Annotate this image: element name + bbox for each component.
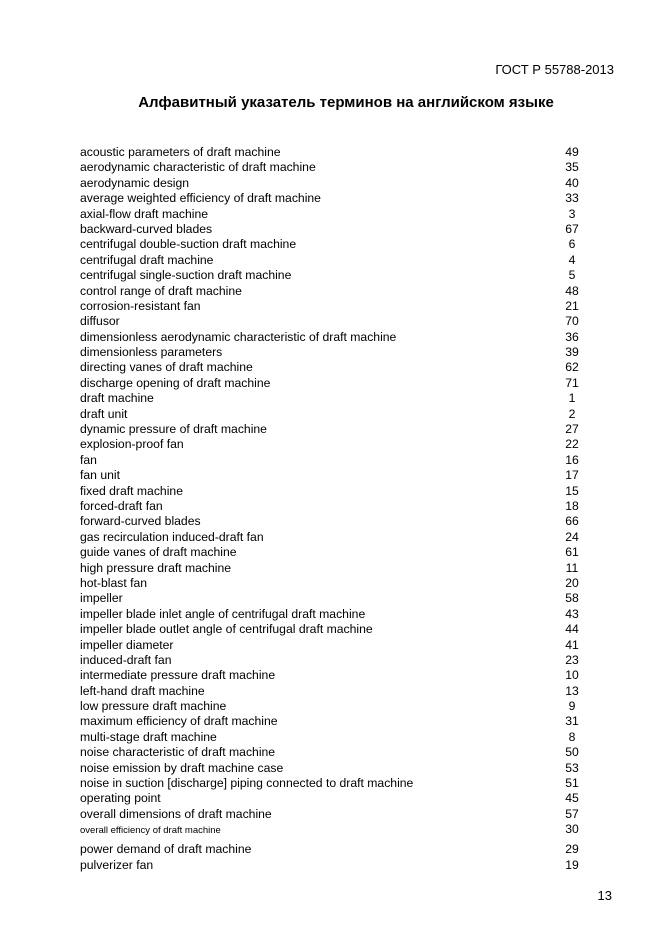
index-entry bbox=[80, 530, 590, 545]
index-entry bbox=[80, 237, 590, 252]
index-term: centrifugal single-suction draft machine bbox=[80, 268, 292, 283]
index-term: impeller blade outlet angle of centrifugal draft machine bbox=[80, 622, 373, 637]
index-entry bbox=[80, 714, 590, 729]
index-entry bbox=[80, 314, 590, 329]
index-term: fan unit bbox=[80, 468, 120, 483]
index-entry bbox=[80, 807, 590, 822]
index-term-number: 21 bbox=[565, 298, 579, 313]
index-entry bbox=[80, 391, 590, 406]
index-term: diffusor bbox=[80, 314, 120, 329]
index-term: intermediate pressure draft machine bbox=[80, 668, 276, 683]
index-entry bbox=[80, 745, 590, 760]
index-entry bbox=[80, 145, 590, 160]
index-entry bbox=[80, 191, 590, 206]
index-entry bbox=[80, 622, 590, 637]
index-term-number: 36 bbox=[565, 329, 579, 344]
standard-code: ГОСТ Р 55788-2013 bbox=[495, 62, 614, 77]
index-entry bbox=[80, 160, 590, 175]
index-term: dimensionless aerodynamic characteristic of draft machine bbox=[80, 329, 397, 344]
index-term: low pressure draft machine bbox=[80, 699, 227, 714]
index-entry bbox=[80, 514, 590, 529]
index-term-number: 70 bbox=[565, 314, 579, 329]
index-term-number: 49 bbox=[565, 145, 579, 159]
index-term: draft unit bbox=[80, 406, 128, 421]
index-entry bbox=[80, 761, 590, 776]
index-term-number: 1 bbox=[568, 391, 576, 406]
index-entry bbox=[80, 253, 590, 268]
index-term: axial-flow draft machine bbox=[80, 206, 209, 221]
index-entry bbox=[80, 484, 590, 499]
index-term: high pressure draft machine bbox=[80, 560, 232, 575]
index-entry bbox=[80, 576, 590, 591]
index-term-number: 13 bbox=[565, 683, 579, 698]
index-term: induced-draft fan bbox=[80, 652, 172, 667]
index-entry bbox=[80, 376, 590, 391]
index-term: fixed draft machine bbox=[80, 483, 183, 498]
index-entry bbox=[80, 822, 590, 842]
index-term-number: 29 bbox=[565, 842, 579, 857]
index-term-number: 62 bbox=[565, 360, 579, 375]
index-entry bbox=[80, 284, 590, 299]
index-term: draft machine bbox=[80, 391, 154, 406]
index-term-number: 19 bbox=[565, 857, 579, 872]
index-entry bbox=[80, 453, 590, 468]
index-entry bbox=[80, 791, 590, 806]
index-entry bbox=[80, 345, 590, 360]
index-term: left-hand draft machine bbox=[80, 683, 205, 698]
index-term: explosion-proof fan bbox=[80, 437, 184, 452]
index-term: control range of draft machine bbox=[80, 283, 242, 298]
index-term: corrosion-resistant fan bbox=[80, 298, 201, 313]
index-term: impeller diameter bbox=[80, 637, 174, 652]
index-entry bbox=[80, 730, 590, 745]
index-term: operating point bbox=[80, 791, 161, 806]
index-term: aerodynamic design bbox=[80, 175, 190, 190]
index-term: fan bbox=[80, 452, 97, 467]
index-entry bbox=[80, 437, 590, 452]
index-entry bbox=[80, 407, 590, 422]
index-entry bbox=[80, 858, 590, 873]
index-term-number: 18 bbox=[565, 498, 579, 513]
index-term: pulverizer fan bbox=[80, 857, 154, 872]
index-entry bbox=[80, 207, 590, 222]
index-entry bbox=[80, 222, 590, 237]
index-entry bbox=[80, 268, 590, 283]
index-term-number: 44 bbox=[565, 622, 579, 637]
index-term-number: 58 bbox=[565, 591, 579, 606]
index-entry bbox=[80, 561, 590, 576]
index-term-number: 43 bbox=[565, 606, 579, 621]
index-term-number: 17 bbox=[565, 468, 579, 483]
index-term: guide vanes of draft machine bbox=[80, 545, 237, 560]
index-term-number: 67 bbox=[565, 221, 579, 236]
index-term: power demand of draft machine bbox=[80, 842, 252, 857]
index-term-number: 39 bbox=[565, 345, 579, 360]
index-term-number: 15 bbox=[565, 483, 579, 498]
index-term-number: 8 bbox=[568, 729, 576, 744]
index-term-number: 20 bbox=[565, 575, 579, 590]
index-term-number: 66 bbox=[565, 514, 579, 529]
index-term: hot-blast fan bbox=[80, 575, 148, 590]
index-term-number: 57 bbox=[565, 806, 579, 821]
index-term-number: 53 bbox=[565, 760, 579, 775]
index-term: acoustic parameters of draft machine bbox=[80, 145, 281, 159]
index-entry bbox=[80, 668, 590, 683]
index-term-number: 71 bbox=[565, 375, 579, 390]
page-number: 13 bbox=[597, 888, 612, 903]
index-entry bbox=[80, 699, 590, 714]
index-entry bbox=[80, 684, 590, 699]
index-term: dimensionless parameters bbox=[80, 345, 223, 360]
index-term-number: 22 bbox=[565, 437, 579, 452]
index-term-number: 5 bbox=[568, 268, 576, 283]
index-term-number: 27 bbox=[565, 422, 579, 437]
index-term-number: 40 bbox=[565, 175, 579, 190]
index-term-number: 6 bbox=[568, 237, 576, 252]
index-entry bbox=[80, 776, 590, 791]
index-term: centrifugal double-suction draft machine bbox=[80, 237, 297, 252]
index-entry bbox=[80, 545, 590, 560]
index-term-number: 9 bbox=[568, 699, 576, 714]
index-term-number: 45 bbox=[565, 791, 579, 806]
index-entry bbox=[80, 591, 590, 606]
index-term: dynamic pressure of draft machine bbox=[80, 422, 267, 437]
index-term-number: 30 bbox=[565, 822, 579, 837]
index-term: overall efficiency of draft machine bbox=[80, 825, 221, 837]
index-term: forced-draft fan bbox=[80, 498, 163, 513]
index-term-number: 48 bbox=[565, 283, 579, 298]
index-entry bbox=[80, 653, 590, 668]
index-term: discharge opening of draft machine bbox=[80, 375, 271, 390]
index-term: directing vanes of draft machine bbox=[80, 360, 253, 375]
index-term: overall dimensions of draft machine bbox=[80, 806, 272, 821]
index-term-number: 24 bbox=[565, 529, 579, 544]
index-term-number: 2 bbox=[568, 406, 576, 421]
index-term: noise characteristic of draft machine bbox=[80, 745, 276, 760]
index-term-number: 10 bbox=[565, 668, 579, 683]
index-term: gas recirculation induced-draft fan bbox=[80, 529, 264, 544]
index-entry bbox=[80, 330, 590, 345]
index-term: average weighted efficiency of draft machine bbox=[80, 191, 321, 206]
index-term-number: 3 bbox=[568, 206, 576, 221]
index-term-number: 51 bbox=[565, 776, 579, 791]
index-term-number: 16 bbox=[565, 452, 579, 467]
index-term: multi-stage draft machine bbox=[80, 729, 217, 744]
index-term-number: 31 bbox=[565, 714, 579, 729]
index-term: maximum efficiency of draft machine bbox=[80, 714, 278, 729]
index-term: impeller bbox=[80, 591, 123, 606]
index-term-number: 33 bbox=[565, 191, 579, 206]
index-term: noise in suction [discharge] piping connected to draft machine bbox=[80, 776, 414, 791]
index-entry bbox=[80, 499, 590, 514]
index-entry bbox=[80, 468, 590, 483]
index-entry bbox=[80, 176, 590, 191]
index-entry bbox=[80, 360, 590, 375]
index-term: aerodynamic characteristic of draft machine bbox=[80, 160, 316, 175]
index-term-number: 41 bbox=[565, 637, 579, 652]
index-term: forward-curved blades bbox=[80, 514, 201, 529]
index-term-number: 23 bbox=[565, 652, 579, 667]
index-entry bbox=[80, 607, 590, 622]
index-term-number: 35 bbox=[565, 160, 579, 175]
index-term: noise emission by draft machine case bbox=[80, 760, 284, 775]
index-term: centrifugal draft machine bbox=[80, 252, 214, 267]
index-entry bbox=[80, 638, 590, 653]
index-term: backward-curved blades bbox=[80, 221, 213, 236]
index-term: impeller blade inlet angle of centrifugal draft machine bbox=[80, 606, 366, 621]
index-entry bbox=[80, 422, 590, 437]
index-term-number: 4 bbox=[568, 252, 576, 267]
page-title: Алфавитный указатель терминов на английском языке bbox=[138, 94, 554, 111]
index-term-number: 50 bbox=[565, 745, 579, 760]
index-term-number: 11 bbox=[565, 560, 579, 575]
index-entry bbox=[80, 842, 590, 857]
index-entry bbox=[80, 299, 590, 314]
index-list bbox=[80, 145, 590, 873]
index-term-number: 61 bbox=[565, 545, 579, 560]
